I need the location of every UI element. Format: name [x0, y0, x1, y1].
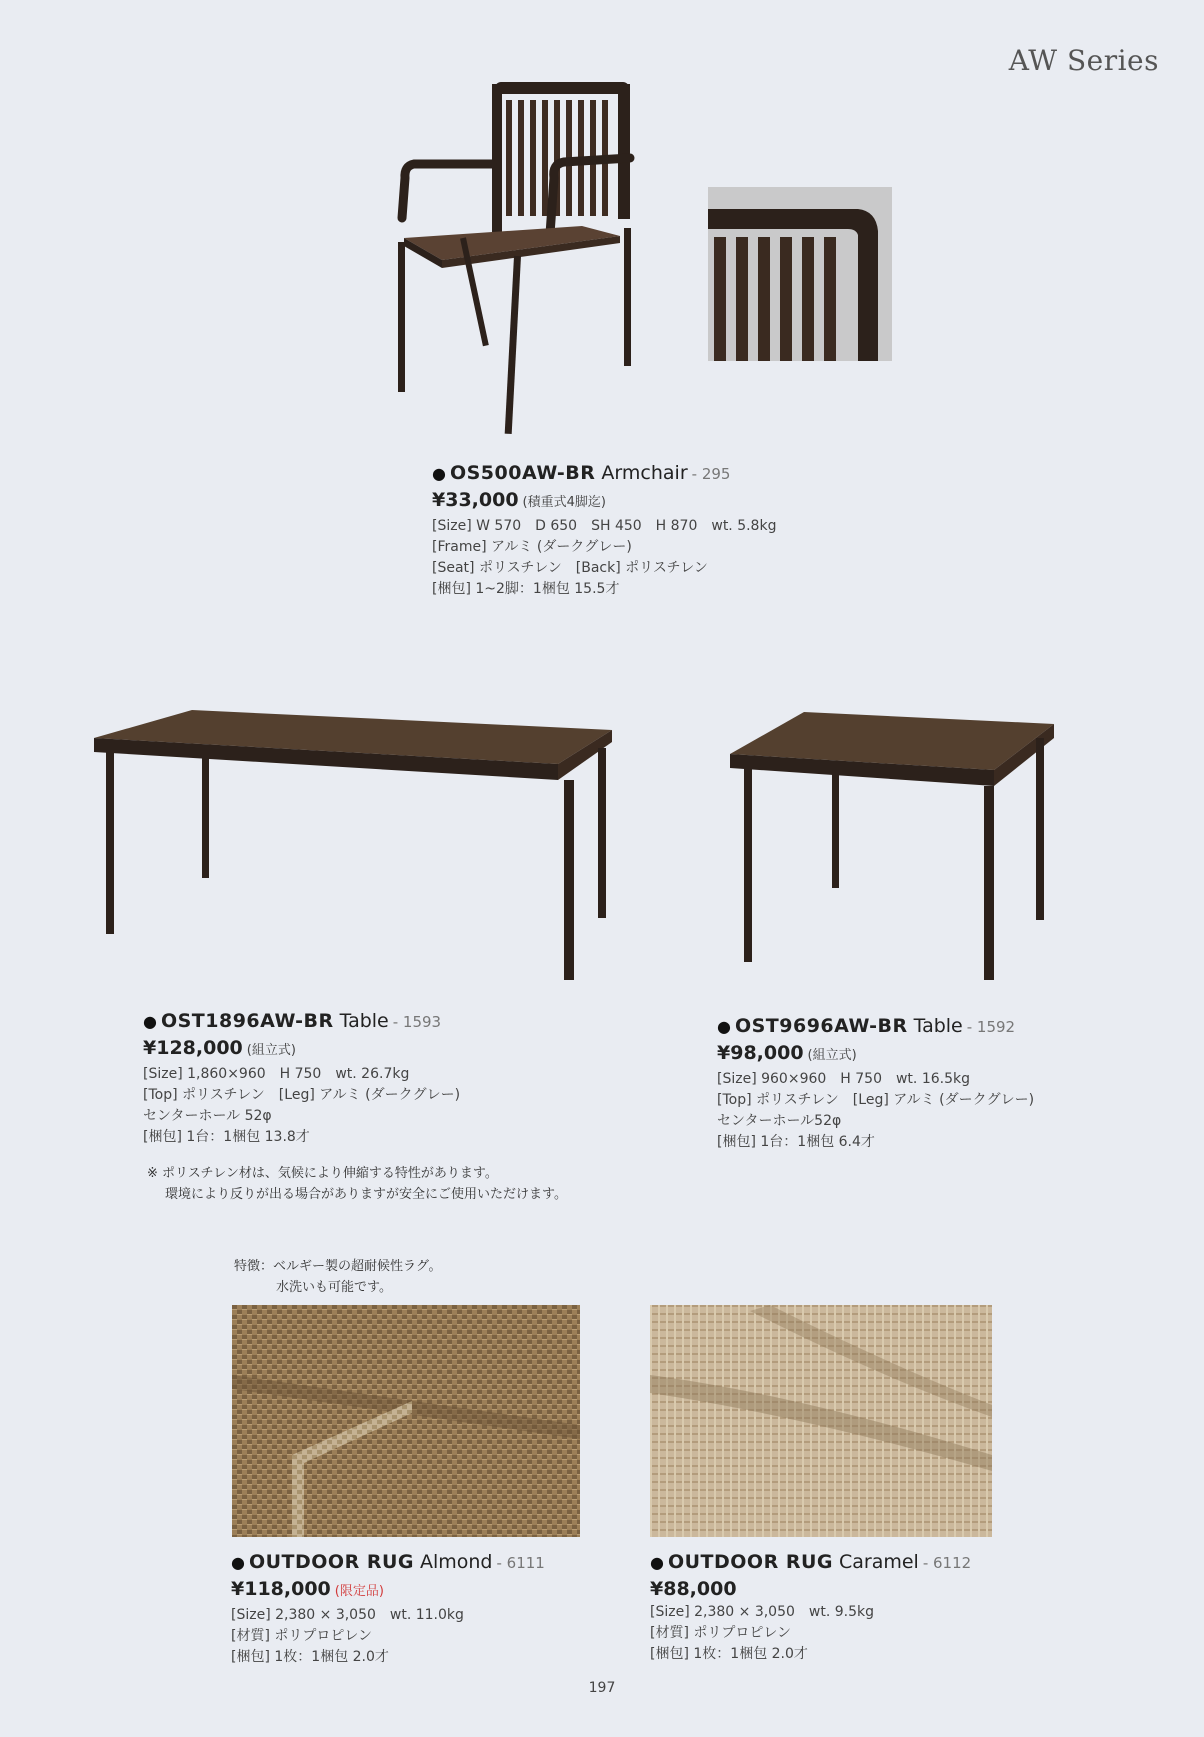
product-category: Caramel — [838, 1551, 919, 1573]
price-note: (組立式) — [246, 1043, 296, 1058]
bullet-icon: ● — [231, 1553, 245, 1572]
product-number: - 6111 — [496, 1554, 545, 1572]
limited-edition-note: (限定品) — [334, 1584, 384, 1599]
spec-line: [Seat] ポリスチレン [Back] ポリスチレン — [432, 560, 708, 576]
almond-rug-heading — [231, 1549, 545, 1576]
price-note: (積重式4脚迄) — [522, 495, 606, 510]
spec-line: [材質] ポリプロピレン — [650, 1625, 792, 1641]
spec-line: [Size] 2,380 × 3,050 wt. 11.0kg — [231, 1607, 464, 1623]
almond-rug-image — [232, 1305, 580, 1537]
spec-line: [Size] 2,380 × 3,050 wt. 9.5kg — [650, 1604, 874, 1620]
spec-line: [Size] W 570 D 650 SH 450 H 870 wt. 5.8kg — [432, 518, 777, 534]
small-table-image — [728, 710, 1056, 986]
spec-line: [Frame] アルミ (ダークグレー) — [432, 539, 632, 555]
product-code: OUTDOOR RUG — [667, 1551, 833, 1573]
bullet-icon: ● — [650, 1553, 664, 1572]
bullet-icon: ● — [143, 1012, 157, 1031]
caramel-rug-heading — [650, 1549, 971, 1576]
product-number: - 295 — [691, 465, 731, 483]
product-code: OS500AW-BR — [449, 462, 596, 484]
product-category: Table — [913, 1015, 963, 1037]
price-value: ¥118,000 — [231, 1578, 331, 1600]
material-footnote — [147, 1163, 567, 1205]
spec-line: [Size] 1,860×960 H 750 wt. 26.7kg — [143, 1066, 410, 1082]
armchair-price — [432, 487, 776, 516]
large-table-info — [143, 1008, 460, 1148]
price-note: (組立式) — [807, 1048, 857, 1063]
bullet-icon: ● — [717, 1017, 731, 1036]
footnote-line: 環境により反りが出る場合がありますが安全にご使用いただけます。 — [165, 1187, 567, 1202]
spec-line: [Top] ポリスチレン [Leg] アルミ (ダークグレー) — [143, 1087, 461, 1103]
large-table-heading — [143, 1008, 460, 1035]
armchair-detail-image — [708, 187, 892, 361]
spec-line: [梱包] 1~2脚：1梱包 15.5才 — [432, 581, 620, 597]
series-title: AW Series — [1008, 44, 1159, 77]
spec-line: センターホール 52φ — [143, 1108, 272, 1124]
almond-rug-info — [231, 1549, 545, 1668]
spec-line: [梱包] 1枚：1梱包 2.0才 — [231, 1649, 389, 1665]
footnote-line: ※ ポリスチレン材は、気候により伸縮する特性があります。 — [147, 1166, 498, 1181]
armchair-heading — [432, 460, 776, 487]
price-value: ¥128,000 — [143, 1037, 243, 1059]
product-code: OST1896AW-BR — [160, 1010, 334, 1032]
spec-line: [梱包] 1台：1梱包 6.4才 — [717, 1134, 875, 1150]
small-table-info — [717, 1013, 1034, 1153]
product-category: Table — [339, 1010, 389, 1032]
spec-line: [材質] ポリプロピレン — [231, 1628, 373, 1644]
spec-line: センターホール52φ — [717, 1113, 842, 1129]
product-number: - 1592 — [966, 1018, 1016, 1036]
spec-line: [Size] 960×960 H 750 wt. 16.5kg — [717, 1071, 970, 1087]
product-number: - 1593 — [392, 1013, 442, 1031]
large-table-image — [92, 708, 616, 984]
small-table-heading — [717, 1013, 1034, 1040]
product-code: OUTDOOR RUG — [248, 1551, 414, 1573]
rug-feature-note — [234, 1256, 441, 1298]
caramel-rug-price — [650, 1576, 971, 1602]
feature-line: 特徴：ベルギー製の超耐候性ラグ。 — [234, 1259, 442, 1274]
product-code: OST9696AW-BR — [734, 1015, 908, 1037]
price-value: ¥88,000 — [650, 1578, 737, 1600]
price-value: ¥33,000 — [432, 489, 519, 511]
spec-line: [梱包] 1枚：1梱包 2.0才 — [650, 1646, 808, 1662]
spec-line: [梱包] 1台：1梱包 13.8才 — [143, 1129, 310, 1145]
feature-line: 水洗いも可能です。 — [276, 1280, 392, 1295]
product-category: Armchair — [601, 462, 688, 484]
caramel-rug-image — [650, 1305, 992, 1537]
page-number: 197 — [588, 1680, 616, 1696]
price-value: ¥98,000 — [717, 1042, 804, 1064]
caramel-rug-info — [650, 1549, 971, 1665]
bullet-icon: ● — [432, 464, 446, 483]
almond-rug-price — [231, 1576, 545, 1605]
large-table-price — [143, 1035, 460, 1064]
armchair-image — [392, 78, 662, 434]
spec-line: [Top] ポリスチレン [Leg] アルミ (ダークグレー) — [717, 1092, 1035, 1108]
product-number: - 6112 — [922, 1554, 972, 1572]
product-category: Almond — [419, 1551, 493, 1573]
armchair-info — [432, 460, 776, 600]
small-table-price — [717, 1040, 1034, 1069]
